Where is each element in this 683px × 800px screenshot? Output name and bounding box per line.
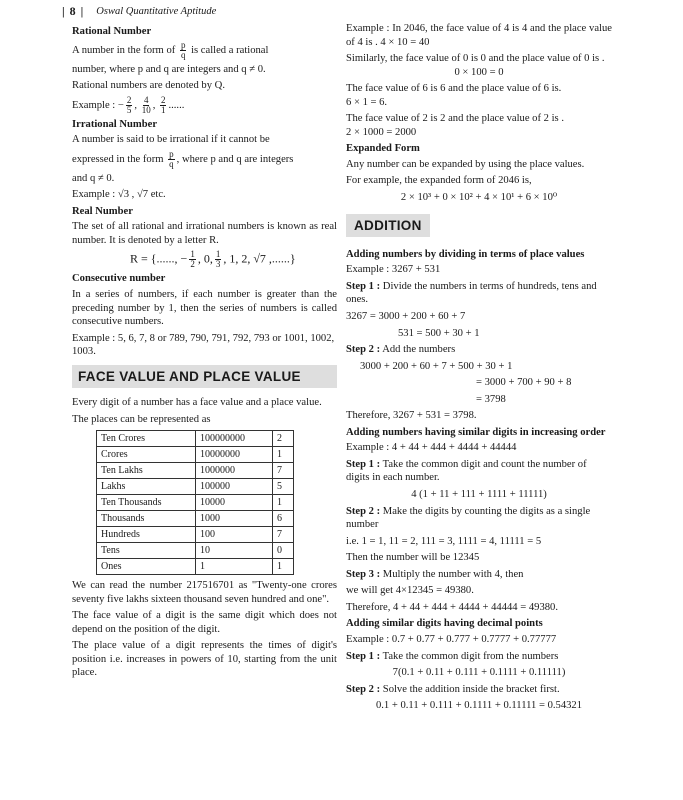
- rational-heading: Rational Number: [72, 26, 152, 37]
- addition-example-1: Example : 3267 + 531: [346, 264, 441, 276]
- face-value-text: The face value of a digit is the same digit which does not depend on the position of the digit.: [72, 610, 337, 635]
- place-value-cell: 10000000: [196, 447, 273, 463]
- rational-definition: A number in the form of $\frac{p}{q}$ is called a rational: [72, 39, 269, 60]
- step-1b-eq: 4 (1 + 11 + 111 + 1111 + 11111): [411, 489, 547, 501]
- step-2b: Step 2 : Make the digits by counting the digits as a single number: [346, 505, 591, 531]
- place-value-cell: 100: [196, 527, 273, 543]
- step-1a-eq1: 3267 = 3000 + 200 + 60 + 7: [346, 311, 466, 323]
- place-value-cell: 10000: [196, 495, 273, 511]
- six-value: The face value of 6 is 6 and the place value of 6 is. 6 × 1 = 6.: [346, 83, 562, 108]
- step-2b-eq2: Then the number will be 12345: [346, 552, 480, 564]
- step-2a: Step 2 : Add the numbers: [346, 344, 456, 356]
- digit-cell: 2: [273, 431, 294, 447]
- step-3b: Step 3 : Multiply the number with 4, then: [346, 568, 524, 580]
- table-row: [97, 479, 294, 495]
- addition-example-3: Example : 0.7 + 0.77 + 0.777 + 0.7777 + 0.77777: [346, 633, 557, 645]
- step-2b-eq1: i.e. 1 = 1, 11 = 2, 111 = 3, 1111 = 4, 11111 = 5: [346, 535, 542, 547]
- place-value-cell: 1000: [196, 511, 273, 527]
- step-1c-eq: 7(0.1 + 0.11 + 0.111 + 0.1111 + 0.11111): [392, 667, 566, 679]
- digit-cell: 1: [273, 447, 294, 463]
- table-row: [97, 431, 294, 447]
- rational-line3: Rational numbers are denoted by Q.: [72, 80, 225, 92]
- place-value-cell: 100000: [196, 479, 273, 495]
- place-name-cell: Thousands: [97, 511, 196, 527]
- irrational-line3: and q ≠ 0.: [72, 172, 115, 184]
- table-row: [97, 527, 294, 543]
- right-column: [346, 22, 612, 716]
- place-value-table: [96, 430, 294, 575]
- place-value-text: The place value of a digit represents the times of digit's position i.e. increases in powers of 10, starting from the unit place.: [72, 640, 337, 679]
- place-name-cell: Hundreds: [97, 527, 196, 543]
- irrational-heading: Irrational Number: [72, 118, 158, 130]
- real-set: R = {......, − $\frac{1}{2}$ , 0, $\frac{1}{3}$ , 1, 2, √7 ,......}: [130, 249, 296, 270]
- place-name-cell: Crores: [97, 447, 196, 463]
- table-row: [97, 495, 294, 511]
- expanded-form-text: Any number can be expanded by using the place values.: [346, 158, 585, 170]
- addition-example-2: Example : 4 + 44 + 444 + 4444 + 44444: [346, 442, 517, 454]
- step-1a-eq2: 531 = 500 + 30 + 1: [398, 327, 480, 339]
- step-1c: Step 1 : Take the common digit from the numbers: [346, 650, 559, 662]
- fv-places: The places can be represented as: [72, 413, 211, 425]
- zero-value: Similarly, the face value of 0 is 0 and the place value of 0 is . 0 × 100 = 0: [346, 53, 605, 78]
- fv-intro: Every digit of a number has a face value and a place value.: [72, 397, 322, 409]
- addition-heading-2: Adding numbers having similar digits in increasing order: [346, 426, 606, 438]
- book-title: Oswal Quantitative Aptitude: [96, 6, 217, 18]
- step-2a-eq1: 3000 + 200 + 60 + 7 + 500 + 30 + 1: [360, 360, 513, 372]
- place-name-cell: Lakhs: [97, 479, 196, 495]
- step-2c-eq: 0.1 + 0.11 + 0.111 + 0.1111 + 0.11111 = 0.54321: [375, 700, 583, 712]
- table-row: [97, 447, 294, 463]
- digit-cell: 7: [273, 527, 294, 543]
- place-value-cell: 10: [196, 543, 273, 559]
- rational-line2: number, where p and q are integers and q ≠ 0.: [72, 63, 266, 75]
- read-number-text: We can read the number 217516701 as "Twenty-one crores seventy five lakhs sixteen thousand seven hundred and one".: [72, 580, 337, 605]
- left-column: [72, 22, 337, 683]
- digit-cell: 0: [273, 543, 294, 559]
- rational-example: Example : − $\frac{2}{5}$ , $\frac{4}{10}$ , $\frac{2}{1}$ ......: [72, 94, 185, 115]
- two-value: The face value of 2 is 2 and the place value of 2 is . 2 × 1000 = 2000: [346, 113, 564, 138]
- step-1a: Step 1 : Divide the numbers in terms of hundreds, tens and ones.: [346, 280, 597, 306]
- addition-section-title: ADDITION: [346, 214, 430, 237]
- place-value-cell: 1000000: [196, 463, 273, 479]
- expanded-form-formula: 2 × 10³ + 0 × 10² + 4 × 10¹ + 6 × 10⁰: [400, 192, 558, 204]
- page-number: | 8 |: [62, 4, 85, 19]
- step-2c: Step 2 : Solve the addition inside the bracket first.: [346, 683, 560, 695]
- step-2a-eq3: = 3798: [476, 393, 506, 405]
- addition-heading-3: Adding similar digits having decimal points: [346, 618, 543, 630]
- place-name-cell: Ones: [97, 559, 196, 575]
- real-heading: Real Number: [72, 205, 133, 217]
- step-2a-eq2: = 3000 + 700 + 90 + 8: [476, 377, 572, 389]
- irrational-line2: expressed in the form $\frac{p}{q}$ , where p and q are integers: [72, 148, 294, 169]
- place-name-cell: Tens: [97, 543, 196, 559]
- place-name-cell: Ten Crores: [97, 431, 196, 447]
- table-row: [97, 543, 294, 559]
- table-row: [97, 511, 294, 527]
- place-name-cell: Ten Lakhs: [97, 463, 196, 479]
- table-row: [97, 463, 294, 479]
- therefore-1: Therefore, 3267 + 531 = 3798.: [346, 410, 477, 422]
- therefore-2: Therefore, 4 + 44 + 444 + 4444 + 44444 = 49380.: [346, 601, 558, 613]
- expanded-form-heading: Expanded Form: [346, 143, 420, 155]
- consecutive-example: Example : 5, 6, 7, 8 or 789, 790, 791, 792, 793 or 1001, 1002, 1003.: [72, 332, 335, 358]
- place-value-cell: 100000000: [196, 431, 273, 447]
- real-text: The set of all rational and irrational numbers is known as real number. It is denoted by a letter R.: [72, 221, 337, 246]
- consecutive-heading: Consecutive number: [72, 273, 166, 285]
- place-name-cell: Ten Thousands: [97, 495, 196, 511]
- digit-cell: 1: [273, 559, 294, 575]
- expanded-form-example: For example, the expanded form of 2046 is,: [346, 175, 532, 187]
- irrational-example: Example : √3 , √7 etc.: [72, 189, 166, 201]
- fraction-p-over-q: $\frac{p}{q}$: [180, 39, 186, 60]
- digit-cell: 5: [273, 479, 294, 495]
- digit-cell: 1: [273, 495, 294, 511]
- example-2046: Example : In 2046, the face value of 4 is 4 and the place value of 4 is . 4 × 10 = 40: [346, 23, 612, 48]
- irrational-line1: A number is said to be irrational if it cannot be: [72, 134, 270, 146]
- fraction-p-over-q: $\frac{p}{q}$: [169, 148, 174, 169]
- face-value-section-title: FACE VALUE AND PLACE VALUE: [72, 365, 337, 388]
- step-3b-eq: we will get 4×12345 = 49380.: [346, 585, 474, 597]
- step-1b: Step 1 : Take the common digit and count the number of digits in each number.: [346, 458, 587, 484]
- consecutive-text: In a series of numbers, if each number is greater than the preceding number by 1, then the series of numbers is called consecutive numbers.: [72, 289, 337, 328]
- table-row: [97, 559, 294, 575]
- page-header: [62, 4, 216, 20]
- digit-cell: 6: [273, 511, 294, 527]
- place-value-cell: 1: [196, 559, 273, 575]
- digit-cell: 7: [273, 463, 294, 479]
- addition-heading-1: Adding numbers by dividing in terms of place values: [346, 248, 585, 260]
